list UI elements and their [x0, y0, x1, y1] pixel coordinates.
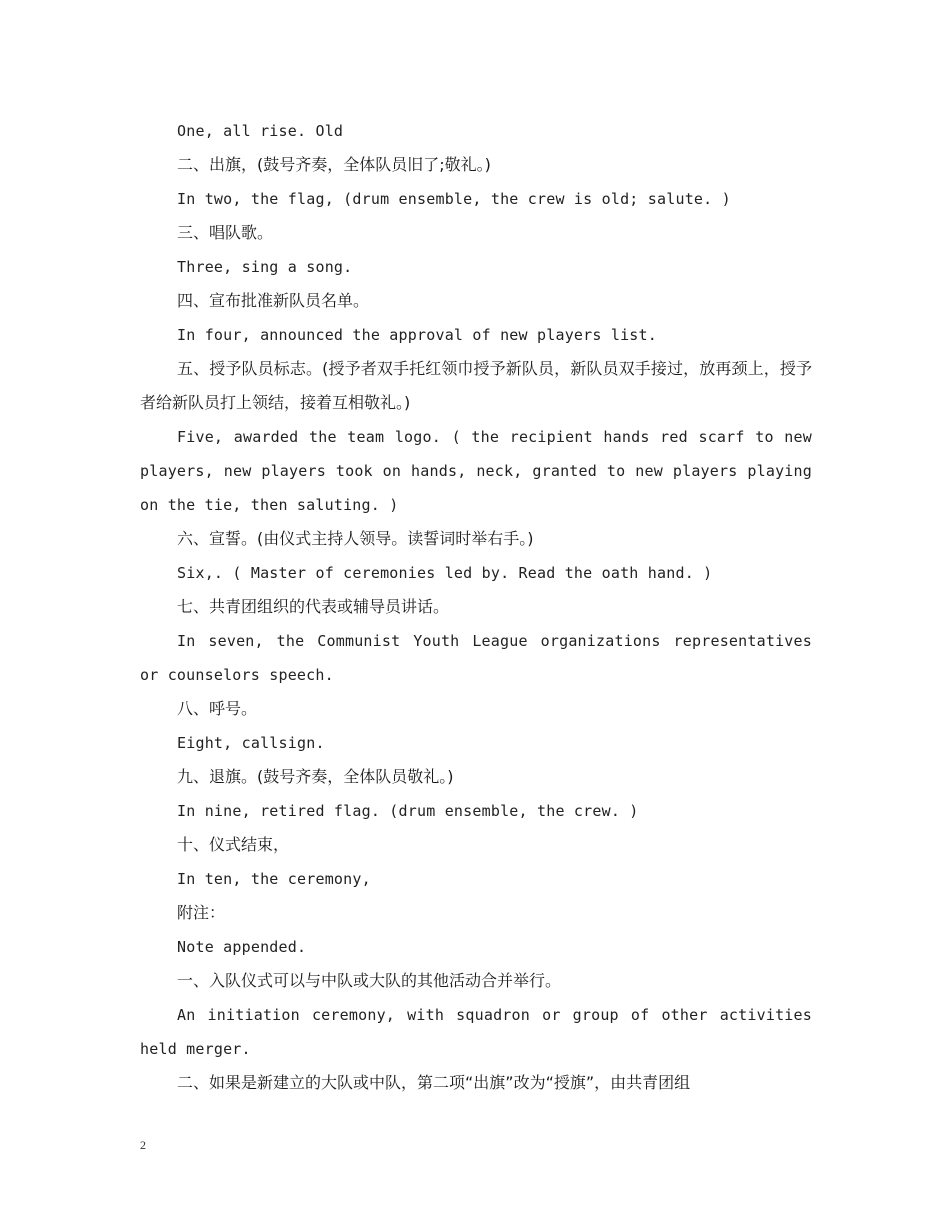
paragraph-zh: 二、出旗，(鼓号齐奏，全体队员旧了;敬礼。): [177, 155, 491, 174]
paragraph-en: In four, announced the approval of new players list.: [177, 326, 657, 344]
paragraph-zh: 七、共青团组织的代表或辅导员讲话。: [177, 597, 450, 616]
page-number: 2: [140, 1138, 146, 1152]
paragraph-en: One, all rise. Old: [177, 122, 344, 140]
paragraph-zh: 十、仪式结束，: [177, 835, 290, 854]
paragraph-zh: 四、宣布批准新队员名单。: [177, 291, 370, 310]
paragraph-en: In two, the flag, (drum ensemble, the crew is old; salute. ): [177, 190, 731, 208]
paragraph-en: In seven, the Communist Youth League organizations representatives or counselors speech.: [140, 632, 812, 684]
paragraph-en: Six,. ( Master of ceremonies led by. Read the oath hand. ): [177, 564, 713, 582]
paragraph-en: Note appended.: [177, 938, 307, 956]
paragraph-zh: 五、授予队员标志。(授予者双手托红领巾授予新队员，新队员双手接过，放再颈上，授予者给新队员打上领结，接着互相敬礼。): [140, 359, 812, 412]
document-page: [140, 114, 812, 1100]
paragraph-zh: 一、入队仪式可以与中队或大队的其他活动合并举行。: [177, 971, 562, 990]
paragraph-zh: 二、如果是新建立的大队或中队，第二项“出旗”改为“授旗”，由共青团组: [177, 1073, 691, 1092]
paragraph-en: In ten, the ceremony,: [177, 870, 371, 888]
paragraph-zh: 三、唱队歌。: [177, 223, 274, 242]
paragraph-en: In nine, retired flag. (drum ensemble, the crew. ): [177, 802, 639, 820]
paragraph-en: Three, sing a song.: [177, 258, 353, 276]
paragraph-zh: 八、呼号。: [177, 699, 258, 718]
paragraph-en: Five, awarded the team logo. ( the recipient hands red scarf to new players, new players took on hands, neck, granted to new players playing on the tie, then saluting. ): [140, 428, 812, 514]
paragraph-en: Eight, callsign.: [177, 734, 325, 752]
paragraph-zh: 附注：: [177, 903, 226, 922]
paragraph-en: An initiation ceremony, with squadron or group of other activities held merger.: [140, 1006, 812, 1058]
paragraph-zh: 九、退旗。(鼓号齐奏，全体队员敬礼。): [177, 767, 454, 786]
paragraph-zh: 六、宣誓。(由仪式主持人领导。读誓词时举右手。): [177, 529, 534, 548]
